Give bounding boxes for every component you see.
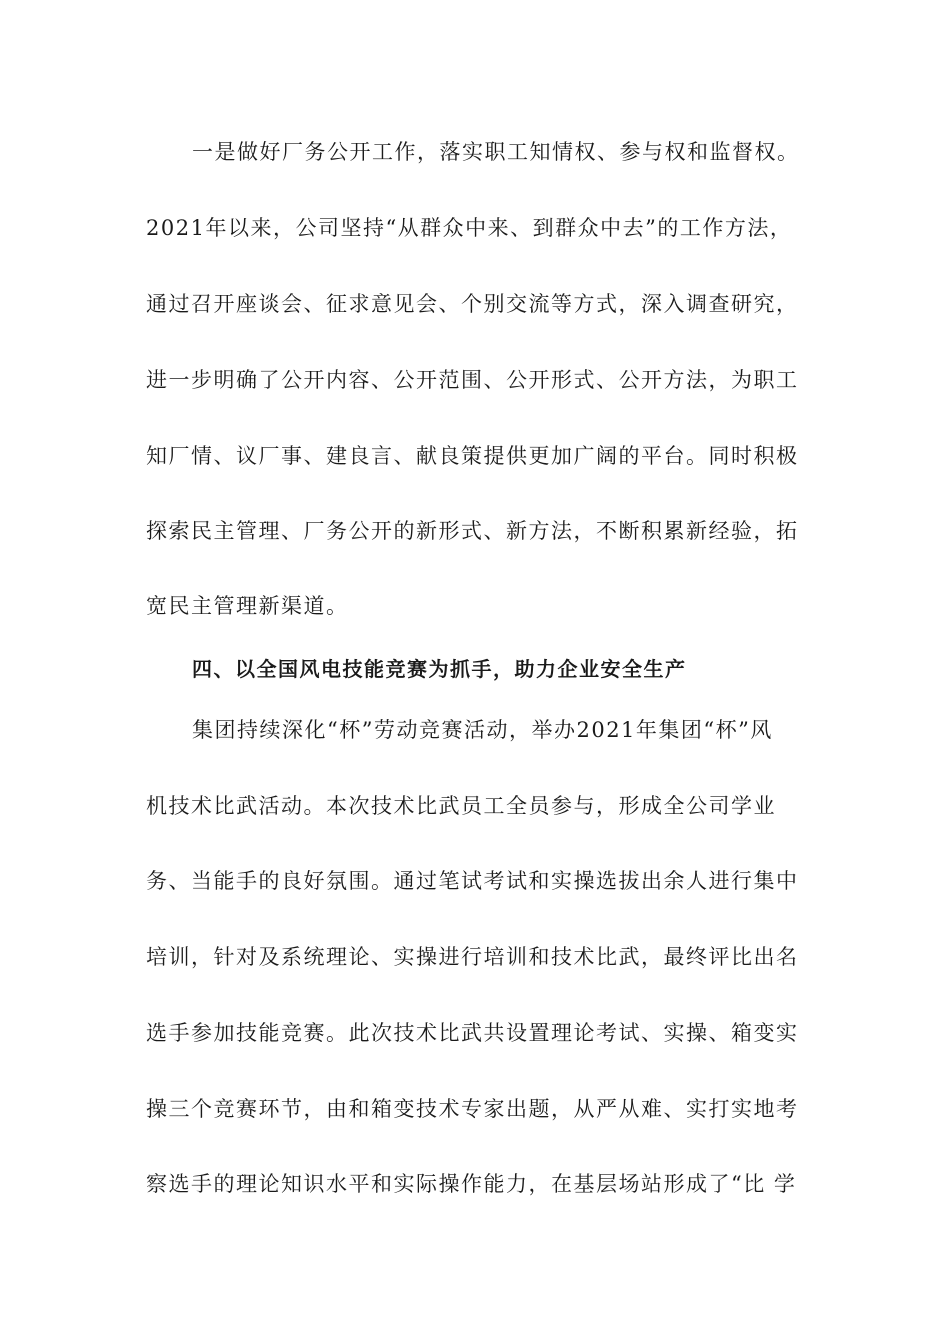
- paragraph-line: 集团持续深化“杯”劳动竞赛活动，举办2021年集团“杯”风: [192, 718, 773, 742]
- paragraph-line: 通过召开座谈会、征求意见会、个别交流等方式，深入调查研究，: [146, 292, 799, 316]
- paragraph-line: 知厂情、议厂事、建良言、献良策提供更加广阔的平台。同时积极: [146, 444, 799, 468]
- paragraph-line: 进一步明确了公开内容、公开范围、公开形式、公开方法，为职工: [146, 368, 799, 392]
- paragraph-line: 探索民主管理、厂务公开的新形式、新方法，不断积累新经验，拓: [146, 519, 799, 543]
- paragraph-line: 机技术比武活动。本次技术比武员工全员参与，形成全公司学业: [146, 794, 776, 818]
- paragraph-line: 务、当能手的良好氛围。通过笔试考试和实操选拔出余人进行集中: [146, 869, 799, 893]
- paragraph-line: 2021年以来，公司坚持“从群众中来、到群众中去”的工作方法，: [146, 216, 793, 240]
- paragraph-line: 宽民主管理新渠道。: [146, 594, 349, 618]
- paragraph-line: 操三个竞赛环节，由和箱变技术专家出题，从严从难、实打实地考: [146, 1097, 799, 1121]
- paragraph-line: 察选手的理论知识水平和实际操作能力，在基层场站形成了“比 学: [146, 1172, 797, 1196]
- paragraph-line: 培训，针对及系统理论、实操进行培训和技术比武，最终评比出名: [146, 945, 799, 969]
- paragraph-line: 选手参加技能竞赛。此次技术比武共设置理论考试、实操、箱变实: [146, 1021, 799, 1045]
- paragraph-line: 一是做好厂务公开工作，落实职工知情权、参与权和监督权。: [192, 140, 800, 164]
- section-heading: 四、以全国风电技能竞赛为抓手，助力企业安全生产: [192, 657, 687, 681]
